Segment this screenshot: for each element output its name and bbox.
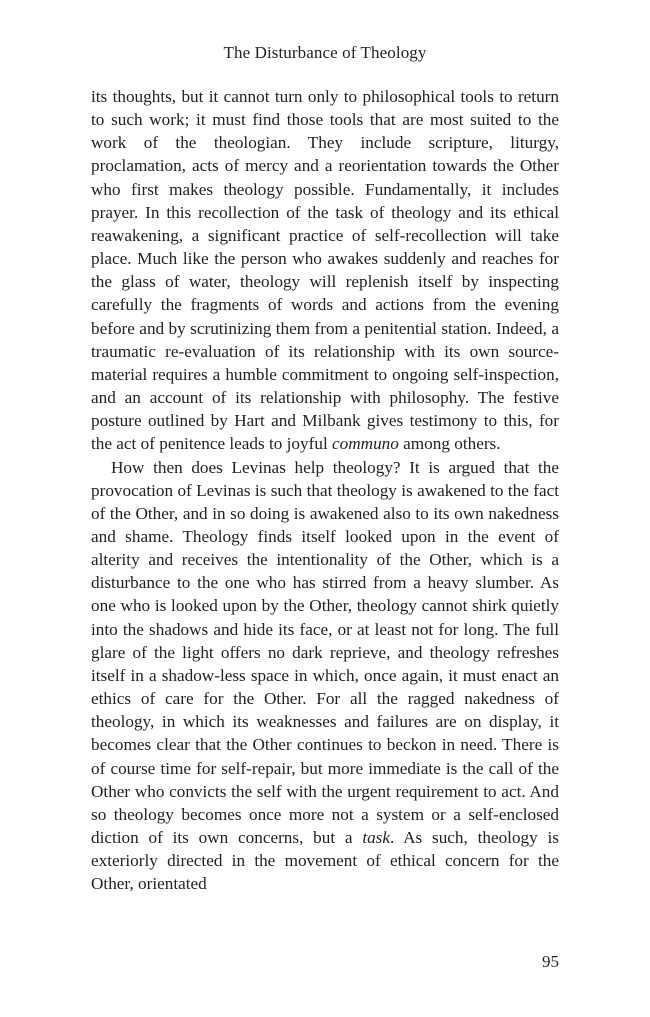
- italic-term-communo: communo: [332, 434, 399, 454]
- text-segment: How then does Levinas help theology? It is argued that the provocation of Levinas is such that theology is awakened to the fact of the Other, and in so doing is awakened also to its own nakedness and shame. Theology finds itself looked upon in the event of alterity and receives the intentionality of the Other, which is a disturbance to the one who has stirred from a heavy slumber. As one who is looked upon by the Other, theology cannot shirk quietly into the shadows and hide its face, or at least not for long. The full glare of the light offers no dark reprieve, and theology refreshes itself in a shadow-less space in which, once again, it must enact an ethics of care for the Other. For all the ragged nakedness of theology, in which its weaknesses and failures are on display, it becomes clear that the Other continues to beckon in need. There is of course time for self-repair, but more immediate is the call of the Other who convicts the self with the urgent requirement to act. And so theology becomes once more not a system or a self-enclosed diction of its own concerns, but a: [91, 457, 559, 847]
- paragraph-2: [91, 456, 559, 896]
- page-number: 95: [542, 952, 559, 971]
- running-head: The Disturbance of Theology: [223, 43, 427, 62]
- body-text: [91, 85, 559, 895]
- text-segment: among others.: [398, 434, 501, 454]
- paragraph-1: [91, 85, 559, 456]
- text-segment: its thoughts, but it cannot turn only to philosophical tools to return to such work; it must find those tools that are most suited to the work of the theologian. They include scripture, liturgy, proclamation, acts of mercy and a reorientation towards the Other who first makes theology possible. Fundamentally, it includes prayer. In this recollection of the task of theology and its ethical reawakening, a significant practice of self-recollection will take place. Much like the person who awakes suddenly and reaches for the glass of water, theology will replenish itself by inspecting carefully the fragments of words and actions from the evening before and by scrutinizing them from a penitential station. Indeed, a traumatic re-evaluation of its relationship with its own source-material requires a humble commitment to ongoing self-inspection, and an account of its relationship with philosophy. The festive posture outlined by Hart and Milbank gives testimony to this, for the act of penitence leads to joyful: [91, 87, 559, 454]
- text-segment: . As such, theology is exteriorly directed in the movement of ethical concern for the Other, orientated: [91, 828, 559, 894]
- italic-term-task: task: [362, 828, 390, 847]
